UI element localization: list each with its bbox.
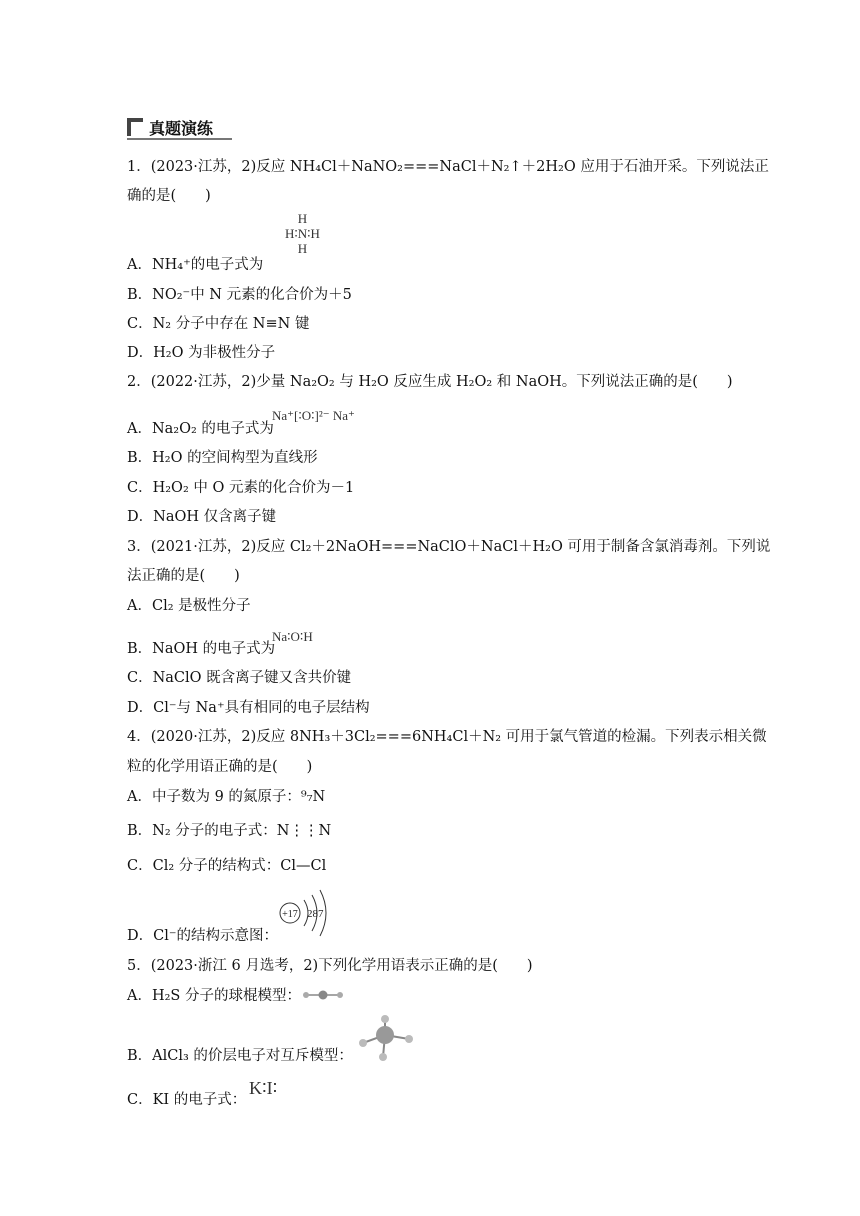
alcl3-vsepr-model <box>355 1013 421 1065</box>
ki-electron-formula: K∶I∶ <box>249 1078 278 1098</box>
q5-option-c[interactable]: C．KI 的电子式： <box>127 1092 247 1108</box>
q1-option-d[interactable]: D．H₂O 为非极性分子 <box>127 345 276 361</box>
q2-option-c[interactable]: C．H₂O₂ 中 O 元素的化合价为－1 <box>127 480 355 496</box>
q3-option-d[interactable]: D．Cl⁻与 Na⁺具有相同的电子层结构 <box>127 700 370 716</box>
section-title: 真题演练 <box>149 119 214 138</box>
q1-option-a[interactable]: A．NH₄⁺的电子式为 <box>127 257 264 273</box>
header-underline <box>127 138 232 140</box>
naoh-electron-formula: Na∶O∶H <box>272 629 313 644</box>
q3-stem-2: 法正确的是( ) <box>127 568 240 584</box>
section-header <box>127 116 232 138</box>
q5-option-a[interactable]: A．H₂S 分子的球棍模型： <box>127 988 301 1004</box>
q2-option-d[interactable]: D．NaOH 仅含离子键 <box>127 509 277 525</box>
q4-option-a[interactable]: A．中子数为 9 的氮原子：⁹₇N <box>127 789 326 805</box>
q1-option-c[interactable]: C．N₂ 分子中存在 N≡N 键 <box>127 316 310 332</box>
q4-stem-1: 4．(2020·江苏，2)反应 8NH₃＋3Cl₂===6NH₄Cl＋N₂ 可用于氯气管道的检漏。下列表示相关微 <box>127 729 767 745</box>
nh4-electron-formula: H H∶N∶H H <box>285 211 320 256</box>
header-icon <box>127 118 143 136</box>
q2-option-b[interactable]: B．H₂O 的空间构型为直线形 <box>127 450 318 466</box>
q4-stem-2: 粒的化学用语正确的是( ) <box>127 759 313 775</box>
q2-option-a[interactable]: A．Na₂O₂ 的电子式为 <box>127 421 274 437</box>
q3-option-c[interactable]: C．NaClO 既含离子键又含共价键 <box>127 670 352 686</box>
h2s-ball-stick-model <box>301 988 345 1002</box>
q2-stem-1: 2．(2022·江苏，2)少量 Na₂O₂ 与 H₂O 反应生成 H₂O₂ 和 NaOH。下列说法正确的是( ) <box>127 374 733 390</box>
q3-stem-1: 3．(2021·江苏，2)反应 Cl₂＋2NaOH===NaClO＋NaCl＋H₂O 可用于制备含氯消毒剂。下列说 <box>127 539 771 555</box>
q1-stem-1: 1．(2023·江苏，2)反应 NH₄Cl＋NaNO₂===NaCl＋N₂↑＋2H₂O 应用于石油开采。下列说法正 <box>127 159 769 175</box>
chloride-ion-diagram <box>276 882 336 942</box>
q5-option-b[interactable]: B．AlCl₃ 的价层电子对互斥模型： <box>127 1048 353 1064</box>
q4-option-d[interactable]: D．Cl⁻的结构示意图： <box>127 928 279 944</box>
q1-option-b[interactable]: B．NO₂⁻中 N 元素的化合价为＋5 <box>127 287 352 303</box>
svg-text:+17: +17 <box>282 909 298 920</box>
q3-option-a[interactable]: A．Cl₂ 是极性分子 <box>127 598 251 614</box>
q3-option-b[interactable]: B．NaOH 的电子式为 <box>127 641 276 657</box>
q4-option-c[interactable]: C．Cl₂ 分子的结构式：Cl—Cl <box>127 858 327 874</box>
q5-stem-1: 5．(2023·浙江 6 月选考，2)下列化学用语表示正确的是( ) <box>127 958 533 974</box>
svg-text:287: 287 <box>307 908 324 920</box>
q1-stem-2: 确的是( ) <box>127 188 211 204</box>
na2o2-electron-formula: Na⁺[∶O∶]²⁻ Na⁺ <box>272 408 355 423</box>
q4-option-b[interactable]: B．N₂ 分子的电子式：N⋮⋮N <box>127 823 332 839</box>
